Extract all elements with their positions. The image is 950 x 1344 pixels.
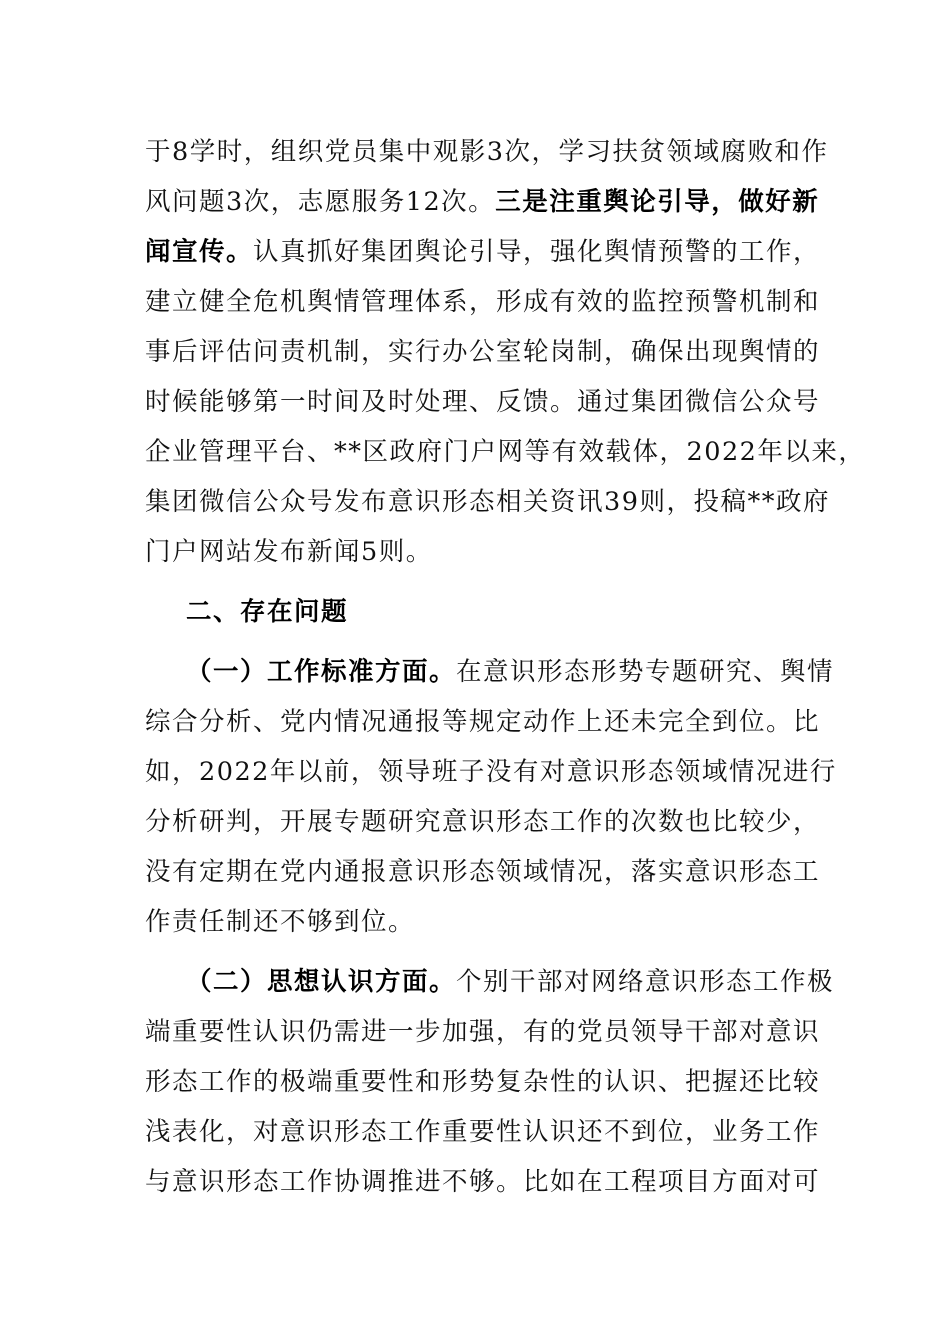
paragraph-line bbox=[145, 1007, 820, 1057]
text-run: 个别干部对网络意识形态工作极 bbox=[456, 967, 835, 997]
subsection-heading: （二）思想认识方面。 bbox=[186, 967, 457, 997]
paragraph-line bbox=[145, 427, 865, 477]
text-run: 如，2022年以前，领导班子没有对意识形态领域情况进行 bbox=[145, 757, 837, 787]
text-run: 建立健全危机舆情管理体系，形成有效的监控预警机制和 bbox=[145, 287, 821, 317]
bold-text-run: 闻宣传。 bbox=[145, 237, 254, 267]
section-heading-text: 二、存在问题 bbox=[186, 597, 349, 627]
paragraph-line bbox=[145, 327, 820, 377]
text-run: 集团微信公众号发布意识形态相关资讯39则，投稿**政府 bbox=[145, 487, 830, 517]
text-run: 时候能够第一时间及时处理、反馈。通过集团微信公众号 bbox=[145, 387, 821, 417]
paragraph-line bbox=[145, 277, 820, 327]
text-run: 分析研判，开展专题研究意识形态工作的次数也比较少， bbox=[145, 807, 821, 837]
paragraph-line bbox=[145, 747, 837, 797]
text-run: 风问题3次，志愿服务12次。 bbox=[145, 187, 496, 217]
text-run: 作责任制还不够到位。 bbox=[145, 907, 416, 937]
text-run: 与意识形态工作协调推进不够。比如在工程项目方面对可 bbox=[145, 1167, 821, 1197]
text-run: 于8学时，组织党员集中观影3次，学习扶贫领域腐败和作 bbox=[145, 137, 829, 167]
paragraph-line bbox=[145, 1057, 820, 1107]
paragraph-line bbox=[145, 127, 828, 177]
paragraph-line bbox=[145, 797, 820, 847]
text-run: 浅表化，对意识形态工作重要性认识还不到位，业务工作 bbox=[145, 1117, 821, 1147]
paragraph-line bbox=[145, 177, 819, 227]
text-run: 认真抓好集团舆论引导，强化舆情预警的工作， bbox=[253, 237, 821, 267]
subsection-heading: （一）工作标准方面。 bbox=[186, 657, 457, 687]
text-run: 门户网站发布新闻5则。 bbox=[145, 537, 433, 567]
text-run: 形态工作的极端重要性和形势复杂性的认识、把握还比较 bbox=[145, 1067, 821, 1097]
text-run: 端重要性认识仍需进一步加强，有的党员领导干部对意识 bbox=[145, 1017, 821, 1047]
paragraph-line bbox=[145, 527, 433, 577]
paragraph-line bbox=[145, 697, 820, 747]
bold-text-run: 三是注重舆论引导，做好新 bbox=[495, 187, 820, 217]
paragraph-line bbox=[145, 1157, 820, 1207]
text-run: 企业管理平台、**区政府门户网等有效载体，2022年以来， bbox=[145, 437, 866, 467]
text-run: 没有定期在党内通报意识形态领域情况，落实意识形态工 bbox=[145, 857, 821, 887]
paragraph-line bbox=[145, 377, 820, 427]
paragraph-line bbox=[186, 647, 834, 697]
paragraph-line bbox=[145, 477, 830, 527]
paragraph-line bbox=[186, 957, 834, 1007]
paragraph-line bbox=[145, 227, 820, 277]
text-run: 综合分析、党内情况通报等规定动作上还未完全到位。比 bbox=[145, 707, 821, 737]
section-heading bbox=[186, 587, 348, 637]
text-run: 事后评估问责机制，实行办公室轮岗制，确保出现舆情的 bbox=[145, 337, 821, 367]
paragraph-line bbox=[145, 897, 415, 947]
paragraph-line bbox=[145, 1107, 820, 1157]
paragraph-line bbox=[145, 847, 820, 897]
text-run: 在意识形态形势专题研究、舆情 bbox=[456, 657, 835, 687]
